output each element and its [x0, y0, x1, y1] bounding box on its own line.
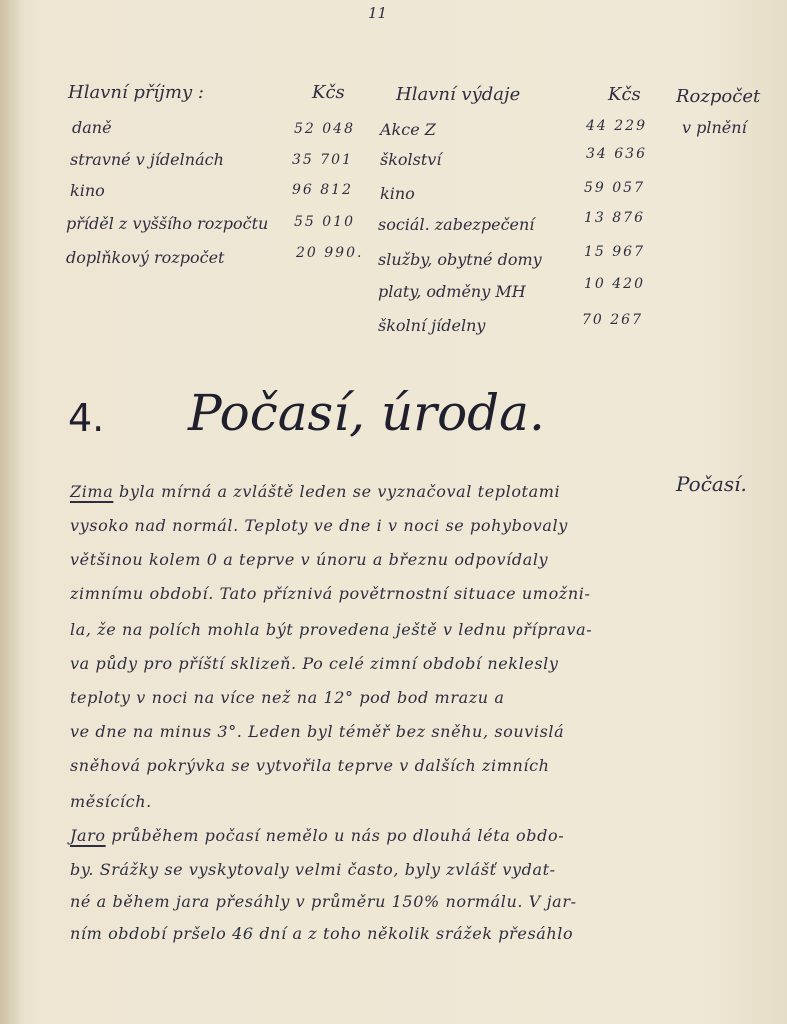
paragraph-line: Jaro průběhem počasí nemělo u nás po dlouhá léta obdo-: [70, 826, 565, 845]
expense-row-label: Akce Z: [380, 120, 436, 139]
paragraph-line: né a během jara přesáhly v průměru 150% normálu. V jar-: [70, 892, 577, 911]
income-row-amount: 96 812: [292, 182, 353, 198]
paragraph-line: většinou kolem 0 a teprve v únoru a březnu odpovídaly: [70, 550, 549, 569]
income-currency: Kčs: [312, 82, 345, 103]
expense-row-amount: 10 420: [584, 276, 645, 292]
paragraph-line: la, že na polích mohla být provedena ještě v lednu příprava-: [70, 620, 593, 639]
income-row-amount: 55 010: [294, 214, 355, 230]
income-row-amount: 52 048: [294, 121, 355, 137]
income-row-label: daně: [72, 118, 112, 137]
paragraph-line: sněhová pokrývka se vytvořila teprve v dalších zimních: [70, 756, 550, 775]
paragraph-line: vysoko nad normál. Teploty ve dne i v noci se pohybovaly: [70, 516, 568, 535]
budget-note-status: v plnění: [682, 118, 747, 137]
paragraph-line: ve dne na minus 3°. Leden byl téměř bez sněhu, souvislá: [70, 722, 565, 741]
expense-row-amount: 13 876: [584, 210, 645, 226]
expense-row-label: sociál. zabezpečení: [378, 215, 535, 234]
income-row-amount: 20 990.: [296, 245, 364, 261]
expense-row-amount: 15 967: [584, 244, 645, 260]
paragraph-line: zimnímu období. Tato příznivá povětrnostní situace umožni-: [70, 584, 591, 603]
paragraph-line: by. Srážky se vyskytovaly velmi často, byly zvlášť vydat-: [70, 860, 556, 879]
income-header: Hlavní příjmy :: [68, 82, 204, 103]
paragraph-line: teploty v noci na více než na 12° pod bod mrazu a: [70, 688, 505, 707]
expense-row-amount: 70 267: [582, 312, 643, 328]
expenses-currency: Kčs: [608, 84, 641, 105]
margin-note: Počasí.: [676, 472, 747, 496]
expense-row-label: platy, odměny MH: [378, 282, 526, 301]
page-fold-shadow: [0, 0, 22, 1024]
expense-row-label: kino: [380, 184, 415, 203]
expense-row-amount: 44 229: [586, 118, 647, 134]
section-title: Počasí, úroda.: [188, 384, 545, 442]
expense-row-label: školství: [380, 150, 442, 169]
paragraph-line: va půdy pro příští sklizeň. Po celé zimní období neklesly: [70, 654, 559, 673]
income-row-label: doplňkový rozpočet: [66, 248, 225, 267]
income-row-label: kino: [70, 181, 105, 200]
expense-row-amount: 59 057: [584, 180, 645, 196]
paragraph-lead-word: Zima: [70, 482, 114, 501]
expense-row-label: služby, obytné domy: [378, 250, 542, 269]
budget-note-title: Rozpočet: [676, 86, 761, 107]
expense-row-amount: 34 636: [586, 146, 647, 162]
expense-row-label: školní jídelny: [378, 316, 486, 335]
page-number: 11: [368, 4, 388, 22]
expenses-header: Hlavní výdaje: [396, 84, 521, 105]
income-row-amount: 35 701: [292, 152, 353, 168]
paragraph-line: měsících.: [70, 792, 152, 811]
income-row-label: příděl z vyššího rozpočtu: [66, 214, 269, 233]
paragraph-line: ním období pršelo 46 dní a z toho několik srážek přesáhlo: [70, 924, 574, 943]
income-row-label: stravné v jídelnách: [70, 150, 224, 169]
paragraph-line: Zima byla mírná a zvláště leden se vyznačoval teplotami: [70, 482, 561, 501]
section-number: 4.: [68, 396, 105, 440]
paragraph-lead-word: Jaro: [70, 826, 106, 845]
